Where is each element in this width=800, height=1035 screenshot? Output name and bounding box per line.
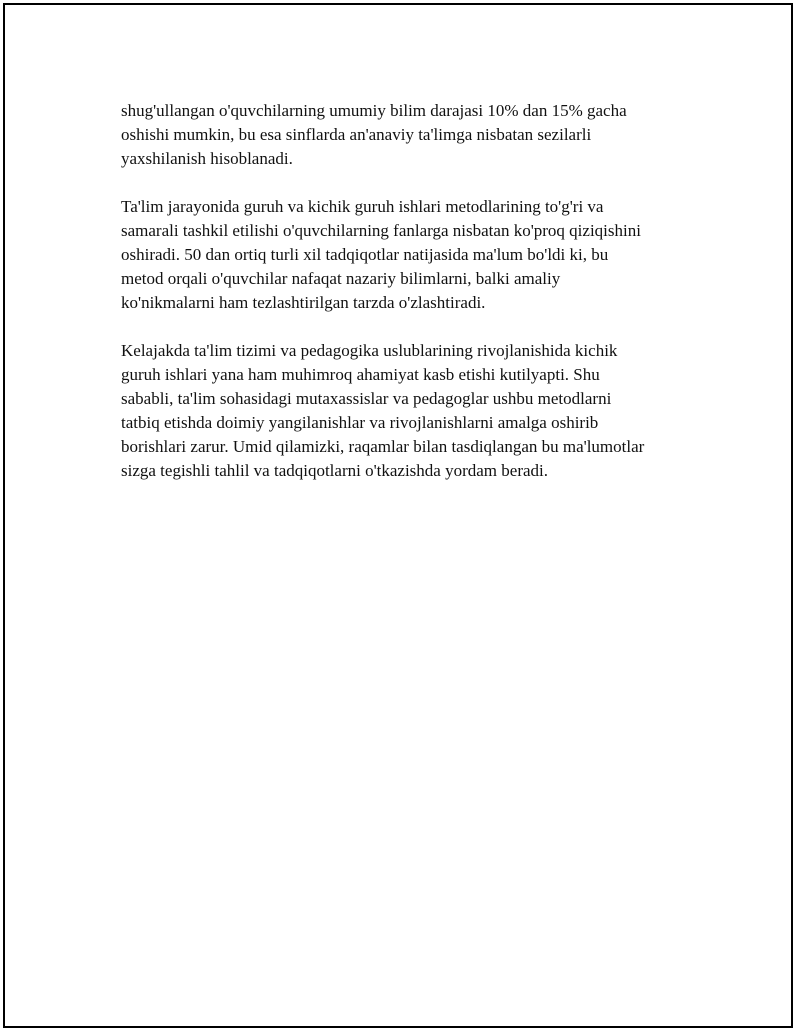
text-line: tatbiq etishda doimiy yangilanishlar va rivojlanishlarni amalga oshirib bbox=[121, 413, 599, 432]
paragraph-1 bbox=[121, 99, 701, 171]
paragraph-2 bbox=[121, 195, 701, 315]
text-line: guruh ishlari yana ham muhimroq ahamiyat kasb etishi kutilyapti. Shu bbox=[121, 365, 600, 384]
text-line: metod orqali o'quvchilar nafaqat nazariy bilimlarni, balki amaliy bbox=[121, 269, 561, 288]
text-line: oshishi mumkin, bu esa sinflarda an'anaviy ta'limga nisbatan sezilarli bbox=[121, 125, 592, 144]
document-body bbox=[121, 99, 701, 507]
text-line: samarali tashkil etilishi o'quvchilarning fanlarga nisbatan ko'proq qiziqishini bbox=[121, 221, 641, 240]
text-line: sababli, ta'lim sohasidagi mutaxassislar va pedagoglar ushbu metodlarni bbox=[121, 389, 612, 408]
paragraph-3 bbox=[121, 339, 701, 483]
text-line: oshiradi. 50 dan ortiq turli xil tadqiqotlar natijasida ma'lum bo'ldi ki, bu bbox=[121, 245, 609, 264]
text-line: borishlari zarur. Umid qilamizki, raqamlar bilan tasdiqlangan bu ma'lumotlar bbox=[121, 437, 645, 456]
text-line: ko'nikmalarni ham tezlashtirilgan tarzda o'zlashtiradi. bbox=[121, 293, 486, 312]
text-line: Kelajakda ta'lim tizimi va pedagogika uslublarining rivojlanishida kichik bbox=[121, 341, 618, 360]
text-line: yaxshilanish hisoblanadi. bbox=[121, 149, 293, 168]
text-line: sizga tegishli tahlil va tadqiqotlarni o'tkazishda yordam beradi. bbox=[121, 461, 549, 480]
document-page bbox=[3, 3, 793, 1028]
text-line: Ta'lim jarayonida guruh va kichik guruh ishlari metodlarining to'g'ri va bbox=[121, 197, 604, 216]
text-line: shug'ullangan o'quvchilarning umumiy bilim darajasi 10% dan 15% gacha bbox=[121, 101, 627, 120]
